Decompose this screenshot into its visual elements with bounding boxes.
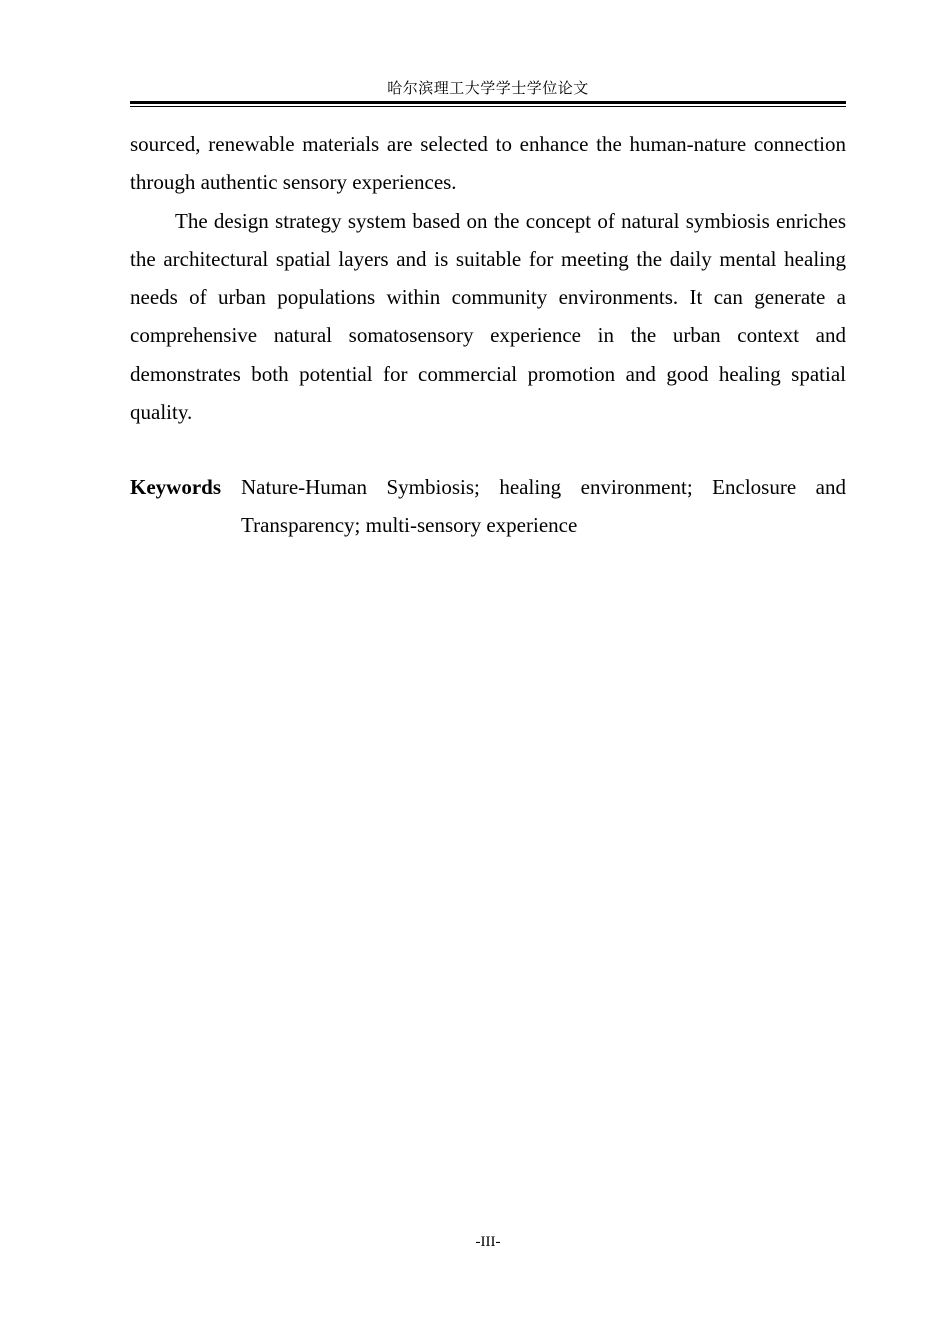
keywords-block [130,468,846,545]
paragraph-continuation: sourced, renewable materials are selected to enhance the human-nature connection through authentic sensory experiences. [130,132,846,195]
keywords-label: Keywords [130,475,221,499]
page-number: -III- [475,1234,501,1250]
header-rule-thick [130,101,846,104]
keywords-text: Nature-Human Symbiosis; healing environment; Enclosure and Transparency; multi-sensory experience [241,475,846,538]
paragraph-design-strategy: The design strategy system based on the concept of natural symbiosis enriches the architectural spatial layers and is suitable for meeting the daily mental healing needs of urban populations within community environments. It can generate a comprehensive natural somatosensory experience in the urban context and demonstrates both potential for commercial promotion and good healing spatial quality. [130,208,846,425]
running-header: 哈尔滨理工大学学士学位论文 [387,79,589,97]
header-rule-thin [130,106,846,107]
abstract-body [130,125,846,431]
